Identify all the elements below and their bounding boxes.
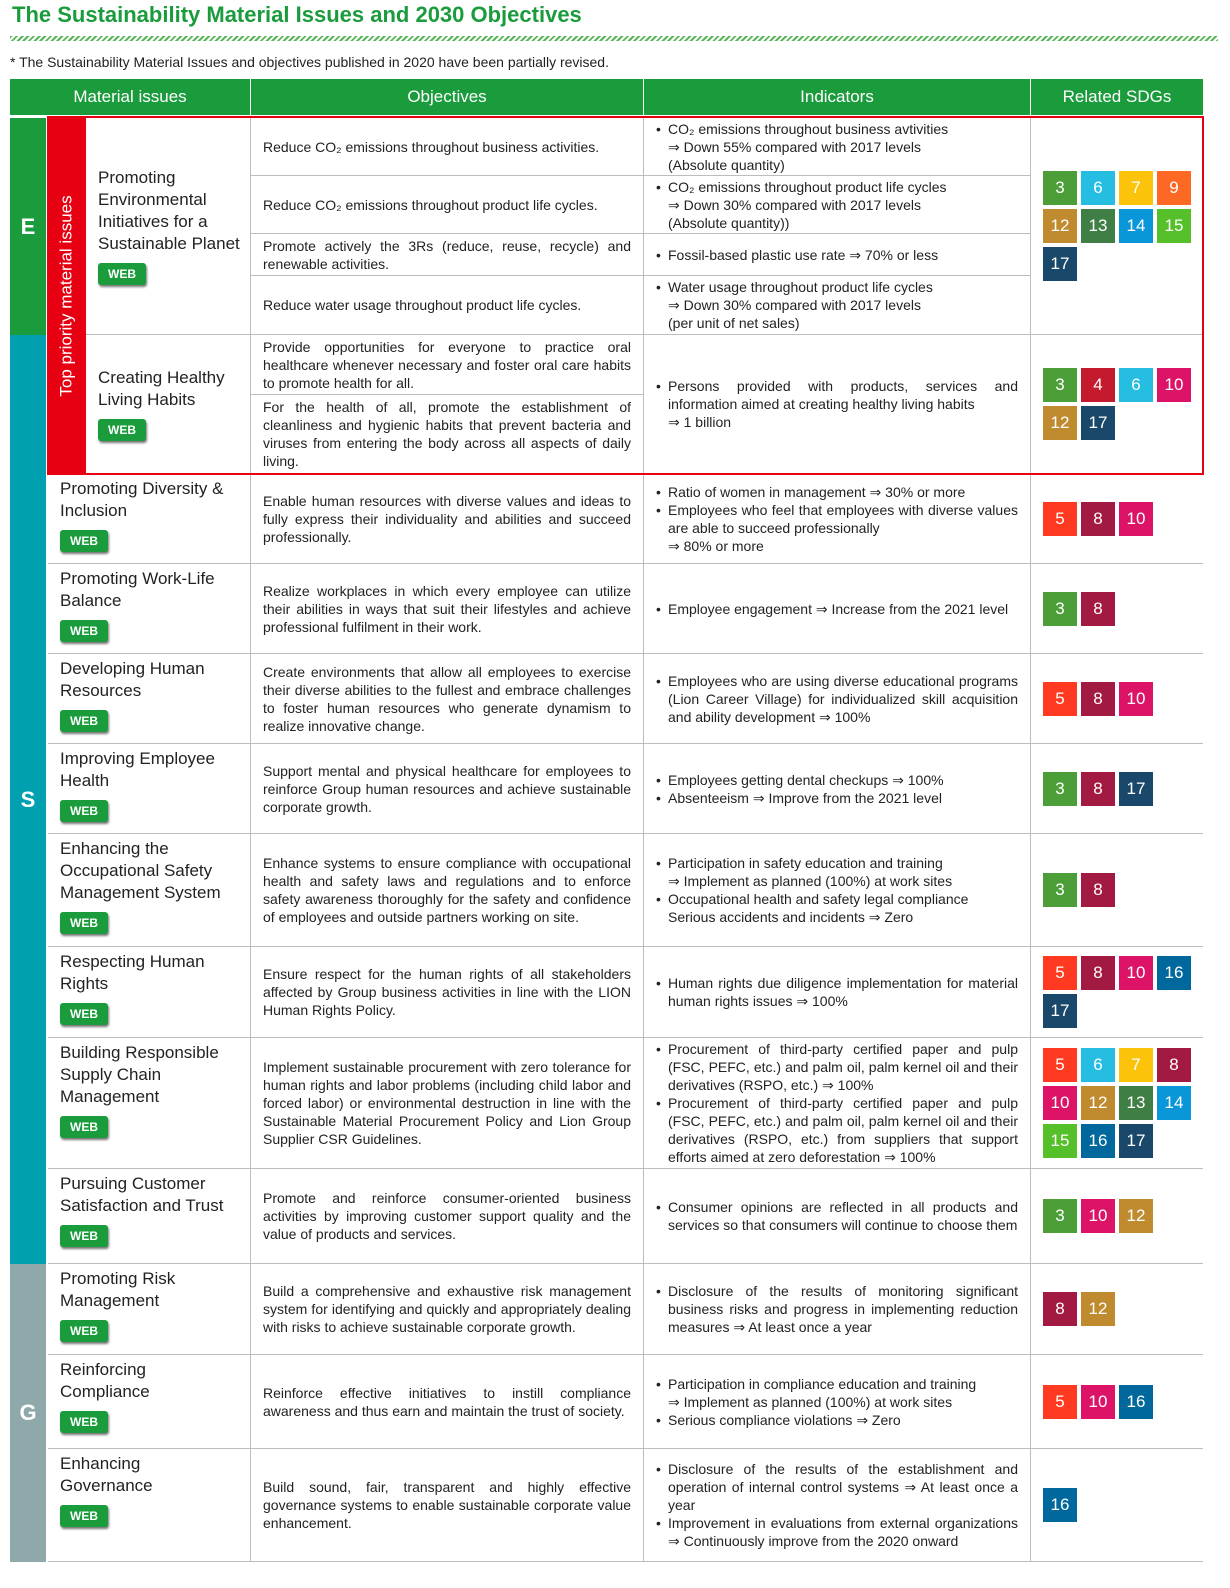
indicator-text: Human rights due diligence implementation for material human rights issues ⇒ 100%	[668, 975, 1018, 1009]
indicator-item	[656, 1411, 976, 1429]
indicator-text: Employees getting dental checkups ⇒ 100%	[668, 771, 944, 788]
indicator-item	[656, 1375, 976, 1411]
sdg-goal-3-icon: 3	[1043, 368, 1077, 402]
web-button[interactable]: WEB	[98, 263, 146, 285]
sdg-goal-8-icon: 8	[1081, 873, 1115, 907]
material-issue-name: Developing Human Resources	[60, 659, 205, 700]
objective-text: For the health of all, promote the establishment of cleanliness and hygienic habits that prevent bacteria and viruses from entering the body across all aspects of daily living.	[263, 399, 631, 469]
objective-text: Create environments that allow all employees to exercise their diverse abilities to the fullest and embrace challenges to foster human resources who generate dynamism to realize innovative change.	[263, 663, 631, 734]
indicator-cell	[644, 474, 1031, 564]
indicator-text: Disclosure of the results of the establishment and operation of internal control systems ⇒ At least once a year	[668, 1461, 1018, 1513]
sdg-icon-grid	[1043, 171, 1203, 281]
header-material-issues: Material issues	[10, 79, 251, 115]
sdg-goal-17-icon: 17	[1043, 247, 1077, 281]
sdg-goal-5-icon: 5	[1043, 1048, 1077, 1082]
sdg-goal-16-icon: 16	[1119, 1385, 1153, 1419]
category-g: G	[10, 1264, 46, 1562]
indicator-text: Persons provided with products, services and information aimed at creating healthy living habits ⇒ 1 billion	[668, 378, 1018, 430]
related-sdgs-cell	[1031, 1169, 1203, 1264]
material-issue-cell	[86, 335, 251, 474]
objective-cell	[251, 234, 644, 276]
indicator-cell	[644, 1038, 1031, 1169]
indicator-list	[656, 771, 944, 807]
sdg-goal-6-icon: 6	[1119, 368, 1153, 402]
indicator-text: Procurement of third-party certified paper and pulp (FSC, PEFC, etc.) and palm oil, palm kernel oil and their derivatives (RSPO, etc.) ⇒ 100%	[668, 1041, 1018, 1093]
web-button[interactable]: WEB	[60, 1320, 108, 1342]
indicator-list	[656, 974, 1018, 1010]
sdg-goal-12-icon: 12	[1081, 1292, 1115, 1326]
material-issue-name: Enhancing the Occupational Safety Management System	[60, 839, 221, 902]
objective-cell	[251, 1169, 644, 1264]
indicator-list	[656, 178, 947, 232]
indicator-item	[656, 789, 944, 807]
related-sdgs-cell	[1031, 654, 1203, 744]
indicator-item	[656, 890, 968, 926]
sdg-goal-16-icon: 16	[1157, 956, 1191, 990]
material-issue-cell	[48, 947, 251, 1038]
indicator-cell	[644, 1449, 1031, 1562]
sdg-goal-15-icon: 15	[1157, 209, 1191, 243]
indicator-text: Employees who feel that employees with diverse values are able to succeed professionally ⇒ 80% or more	[668, 501, 1018, 554]
objective-cell	[251, 1449, 644, 1562]
indicator-text: Improvement in evaluations from external organizations ⇒ Continuously improve from the 2020 onward	[668, 1515, 1018, 1549]
indicator-item	[656, 483, 1018, 501]
objective-text: Ensure respect for the human rights of all stakeholders affected by Group business activities in line with the LION Human Rights Policy.	[263, 966, 631, 1018]
web-button[interactable]: WEB	[60, 1003, 108, 1025]
sdg-icon-grid	[1043, 592, 1203, 626]
objective-text: Reduce CO₂ emissions throughout business activities.	[263, 138, 600, 155]
sdg-goal-8-icon: 8	[1081, 682, 1115, 716]
indicator-text: CO₂ emissions throughout business avtivities ⇒ Down 55% compared with 2017 levels (Absolute quantity)	[668, 120, 949, 173]
sdg-goal-17-icon: 17	[1043, 994, 1077, 1028]
sdg-goal-10-icon: 10	[1157, 368, 1191, 402]
indicator-cell	[644, 834, 1031, 947]
material-issue-name: Promoting Work-Life Balance	[60, 569, 215, 610]
title-divider	[10, 36, 1218, 41]
objective-text: Promote actively the 3Rs (reduce, reuse, recycle) and renewable activities.	[263, 237, 631, 272]
sdg-goal-5-icon: 5	[1043, 956, 1077, 990]
sdg-goal-8-icon: 8	[1081, 592, 1115, 626]
indicator-list	[656, 600, 1008, 618]
indicator-text: Disclosure of the results of monitoring significant business risks and progress in implementing reduction measures ⇒ At least once a year	[668, 1283, 1018, 1335]
material-issue-name: Creating Healthy Living Habits	[98, 368, 225, 409]
objective-cell	[251, 1355, 644, 1449]
indicator-cell	[644, 118, 1031, 176]
sdg-goal-10-icon: 10	[1043, 1086, 1077, 1120]
related-sdgs-cell	[1031, 1038, 1203, 1169]
material-issue-cell	[48, 474, 251, 564]
sdg-goal-5-icon: 5	[1043, 1385, 1077, 1419]
indicator-list	[656, 120, 948, 174]
sdg-goal-13-icon: 13	[1081, 209, 1115, 243]
material-issue-name: Pursuing Customer Satisfaction and Trust	[60, 1174, 224, 1215]
material-issue-cell	[48, 1169, 251, 1264]
indicator-text: Consumer opinions are reflected in all products and services so that consumers will continue to choose them	[668, 1199, 1018, 1233]
indicator-item	[656, 771, 944, 789]
indicator-cell	[644, 654, 1031, 744]
sdg-icon-grid	[1043, 1199, 1203, 1233]
sdg-goal-3-icon: 3	[1043, 1199, 1077, 1233]
indicator-item	[656, 1514, 1018, 1550]
indicator-cell	[644, 276, 1031, 335]
sdg-goal-10-icon: 10	[1081, 1385, 1115, 1419]
web-button[interactable]: WEB	[60, 1411, 108, 1433]
sdg-goal-10-icon: 10	[1081, 1199, 1115, 1233]
sdg-icon-grid	[1043, 956, 1203, 1028]
sdg-icon-grid	[1043, 368, 1203, 440]
related-sdgs-cell	[1031, 335, 1203, 474]
indicator-list	[656, 483, 1018, 555]
sdg-icon-grid	[1043, 1048, 1203, 1158]
material-issue-cell	[48, 1449, 251, 1562]
web-button[interactable]: WEB	[60, 912, 108, 934]
sdg-goal-12-icon: 12	[1043, 406, 1077, 440]
sdg-goal-8-icon: 8	[1081, 772, 1115, 806]
sdg-goal-6-icon: 6	[1081, 171, 1115, 205]
indicator-text: Ratio of women in management ⇒ 30% or more	[668, 483, 966, 500]
sdg-goal-17-icon: 17	[1119, 772, 1153, 806]
objective-cell	[251, 564, 644, 654]
material-issue-name: Respecting Human Rights	[60, 952, 205, 993]
indicator-item	[656, 377, 1018, 431]
material-issue-cell	[48, 1264, 251, 1355]
indicator-cell	[644, 1264, 1031, 1355]
objective-cell	[251, 744, 644, 834]
sdg-goal-12-icon: 12	[1043, 209, 1077, 243]
sdg-goal-12-icon: 12	[1081, 1086, 1115, 1120]
indicator-text: Participation in compliance education and training ⇒ Implement as planned (100%) at work sites	[668, 1375, 977, 1410]
sdg-goal-12-icon: 12	[1119, 1199, 1153, 1233]
related-sdgs-cell	[1031, 474, 1203, 564]
sdg-goal-9-icon: 9	[1157, 171, 1191, 205]
sdg-goal-16-icon: 16	[1043, 1488, 1077, 1522]
sdg-goal-13-icon: 13	[1119, 1086, 1153, 1120]
objective-text: Reduce CO₂ emissions throughout product life cycles.	[263, 196, 598, 213]
material-issue-cell	[86, 118, 251, 335]
sdg-goal-17-icon: 17	[1081, 406, 1115, 440]
header-objectives: Objectives	[251, 79, 644, 115]
sdg-goal-3-icon: 3	[1043, 772, 1077, 806]
objective-cell	[251, 276, 644, 335]
web-button[interactable]: WEB	[60, 1225, 108, 1247]
indicator-list	[656, 1375, 976, 1429]
indicator-item	[656, 1040, 1018, 1094]
header-indicators: Indicators	[644, 79, 1031, 115]
indicator-list	[656, 672, 1018, 726]
related-sdgs-cell	[1031, 1264, 1203, 1355]
web-button[interactable]: WEB	[60, 800, 108, 822]
indicator-list	[656, 1198, 1018, 1234]
indicator-list	[656, 246, 938, 264]
related-sdgs-cell	[1031, 744, 1203, 834]
indicator-cell	[644, 947, 1031, 1038]
sdg-goal-8-icon: 8	[1043, 1292, 1077, 1326]
sdg-goal-10-icon: 10	[1119, 502, 1153, 536]
material-issue-cell	[48, 564, 251, 654]
objective-text: Enhance systems to ensure compliance with occupational health and safety laws and regulations and to enforce safety awareness thoroughly for the safety and confidence of employees and outside partners working on site.	[263, 855, 631, 925]
objective-cell	[251, 654, 644, 744]
indicator-text: Employees who are using diverse educational programs (Lion Career Village) for individualized skill acquisition and ability development ⇒ 100%	[668, 672, 1018, 725]
objective-text: Build sound, fair, transparent and highly effective governance systems to enable sustainable corporate value enhancement.	[263, 1479, 631, 1531]
objective-cell	[251, 118, 644, 176]
objective-cell	[251, 474, 644, 564]
indicator-text: Occupational health and safety legal compliance Serious accidents and incidents ⇒ Zero	[668, 891, 969, 925]
related-sdgs-cell	[1031, 118, 1203, 335]
web-button[interactable]: WEB	[60, 1505, 108, 1527]
sdg-goal-8-icon: 8	[1081, 502, 1115, 536]
web-button[interactable]: WEB	[60, 530, 108, 552]
indicator-item	[656, 120, 948, 174]
sdg-goal-14-icon: 14	[1157, 1086, 1191, 1120]
sdg-goal-14-icon: 14	[1119, 209, 1153, 243]
material-issue-name: Promoting Environmental Initiatives for a Sustainable Planet	[98, 168, 240, 253]
indicator-item	[656, 974, 1018, 1010]
sdg-goal-17-icon: 17	[1119, 1124, 1153, 1158]
sdg-goal-6-icon: 6	[1081, 1048, 1115, 1082]
material-issue-cell	[48, 744, 251, 834]
indicator-list	[656, 278, 933, 332]
indicator-item	[656, 672, 1018, 726]
sdg-goal-16-icon: 16	[1081, 1124, 1115, 1158]
objective-text: Promote and reinforce consumer-oriented business activities by improving customer support quality and the value of products and services.	[263, 1190, 631, 1242]
material-issue-name: Promoting Risk Management	[60, 1269, 176, 1310]
material-issue-cell	[48, 1038, 251, 1169]
sdg-goal-5-icon: 5	[1043, 682, 1077, 716]
material-issue-cell	[48, 834, 251, 947]
indicator-item	[656, 1198, 1018, 1234]
top-priority-label: Top priority material issues	[57, 195, 76, 397]
objective-text: Implement sustainable procurement with zero tolerance for human rights and labor problems (including child labor and forced labor) or environmental destruction in line with the Sustainable Material Procurement Policy and Lion Group Supplier CSR Guidelines.	[263, 1059, 631, 1147]
web-button[interactable]: WEB	[98, 419, 146, 441]
objective-cell	[251, 335, 644, 395]
sdg-goal-3-icon: 3	[1043, 171, 1077, 205]
objective-cell	[251, 947, 644, 1038]
page-title: The Sustainability Material Issues and 2030 Objectives	[12, 2, 582, 27]
sdg-icon-grid	[1043, 873, 1203, 907]
indicator-item	[656, 1282, 1018, 1336]
related-sdgs-cell	[1031, 1449, 1203, 1562]
web-button[interactable]: WEB	[60, 710, 108, 732]
sdg-goal-10-icon: 10	[1119, 682, 1153, 716]
indicator-cell	[644, 176, 1031, 234]
indicator-text: Fossil-based plastic use rate ⇒ 70% or less	[668, 246, 939, 263]
material-issue-name: Promoting Diversity & Inclusion	[60, 479, 224, 520]
objective-cell	[251, 176, 644, 234]
indicator-cell	[644, 1355, 1031, 1449]
indicator-cell	[644, 564, 1031, 654]
indicator-list	[656, 1282, 1018, 1336]
indicator-list	[656, 1040, 1018, 1166]
sdg-icon-grid	[1043, 772, 1203, 806]
objective-text: Reinforce effective initiatives to instill compliance awareness and thus earn and maintain the trust of society.	[263, 1384, 631, 1419]
related-sdgs-cell	[1031, 564, 1203, 654]
category-e: E	[10, 118, 46, 335]
related-sdgs-cell	[1031, 1355, 1203, 1449]
indicator-item	[656, 600, 1008, 618]
indicator-list	[656, 854, 968, 926]
sdg-goal-7-icon: 7	[1119, 1048, 1153, 1082]
sdg-goal-15-icon: 15	[1043, 1124, 1077, 1158]
indicator-item	[656, 278, 933, 332]
sdg-goal-10-icon: 10	[1119, 956, 1153, 990]
indicator-item	[656, 246, 938, 264]
indicator-item	[656, 178, 947, 232]
material-issue-name: Building Responsible Supply Chain Management	[60, 1043, 219, 1106]
sdg-goal-3-icon: 3	[1043, 873, 1077, 907]
objective-cell	[251, 1264, 644, 1355]
indicator-item	[656, 501, 1018, 555]
revision-note: * The Sustainability Material Issues and objectives published in 2020 have been partially revised.	[10, 54, 609, 70]
sdg-icon-grid	[1043, 1488, 1203, 1522]
web-button[interactable]: WEB	[60, 620, 108, 642]
objective-text: Realize workplaces in which every employee can utilize their abilities in ways that suit their lifestyles and achieve professional fulfilment in their work.	[263, 582, 631, 635]
indicator-text: Absenteeism ⇒ Improve from the 2021 level	[668, 789, 942, 806]
material-issue-cell	[48, 654, 251, 744]
indicator-item	[656, 1094, 1018, 1166]
sdg-icon-grid	[1043, 1292, 1203, 1326]
indicator-cell	[644, 1169, 1031, 1264]
material-issue-name: Improving Employee Health	[60, 749, 215, 790]
sdg-goal-7-icon: 7	[1119, 171, 1153, 205]
sdg-goal-3-icon: 3	[1043, 592, 1077, 626]
indicator-text: Procurement of third-party certified paper and pulp (FSC, PEFC, etc.) and palm oil, palm kernel oil and their derivatives (RSPO, etc.) from suppliers that support efforts aimed at zero deforestation ⇒ 100%	[668, 1095, 1018, 1165]
top-priority-band	[48, 118, 86, 474]
sdg-goal-8-icon: 8	[1157, 1048, 1191, 1082]
sdg-icon-grid	[1043, 682, 1203, 716]
indicator-cell	[644, 744, 1031, 834]
sdg-icon-grid	[1043, 1385, 1203, 1419]
objective-cell	[251, 834, 644, 947]
objective-text: Build a comprehensive and exhaustive risk management system for identifying and quickly and appropriately dealing with risks to achieve sustainable corporate growth.	[263, 1283, 631, 1335]
web-button[interactable]: WEB	[60, 1116, 108, 1138]
material-issue-name: Enhancing Governance	[60, 1454, 153, 1495]
material-issue-name: Reinforcing Compliance	[60, 1360, 150, 1401]
objective-text: Provide opportunities for everyone to practice oral healthcare whenever necessary and foster oral care habits to promote health for all.	[263, 338, 631, 391]
objective-text: Support mental and physical healthcare for employees to reinforce Group human resources and achieve sustainable corporate growth.	[263, 762, 631, 815]
category-s: S	[10, 335, 46, 1264]
objective-cell	[251, 395, 644, 474]
indicator-cell	[644, 234, 1031, 276]
indicator-item	[656, 1460, 1018, 1514]
objective-text: Enable human resources with diverse values and ideas to fully express their individuality and abilities and succeed professionally.	[263, 492, 631, 545]
objective-text: Reduce water usage throughout product life cycles.	[263, 297, 582, 313]
material-issue-cell	[48, 1355, 251, 1449]
indicator-text: Water usage throughout product life cycles ⇒ Down 30% compared with 2017 levels (per unit of net sales)	[668, 279, 933, 331]
indicator-text: CO₂ emissions throughout product life cycles ⇒ Down 30% compared with 2017 levels (Absolute quantity))	[668, 178, 947, 231]
indicator-item	[656, 854, 968, 890]
indicator-list	[656, 377, 1018, 431]
indicator-text: Employee engagement ⇒ Increase from the 2021 level	[668, 600, 1009, 617]
related-sdgs-cell	[1031, 947, 1203, 1038]
indicator-cell	[644, 335, 1031, 474]
header-related-sdgs: Related SDGs	[1031, 79, 1203, 115]
sdg-goal-8-icon: 8	[1081, 956, 1115, 990]
related-sdgs-cell	[1031, 834, 1203, 947]
indicator-text: Serious compliance violations ⇒ Zero	[668, 1411, 901, 1428]
indicator-text: Participation in safety education and training ⇒ Implement as planned (100%) at work sites	[668, 855, 953, 889]
indicator-list	[656, 1460, 1018, 1550]
sdg-icon-grid	[1043, 502, 1203, 536]
sdg-goal-5-icon: 5	[1043, 502, 1077, 536]
sdg-goal-4-icon: 4	[1081, 368, 1115, 402]
objective-cell	[251, 1038, 644, 1169]
